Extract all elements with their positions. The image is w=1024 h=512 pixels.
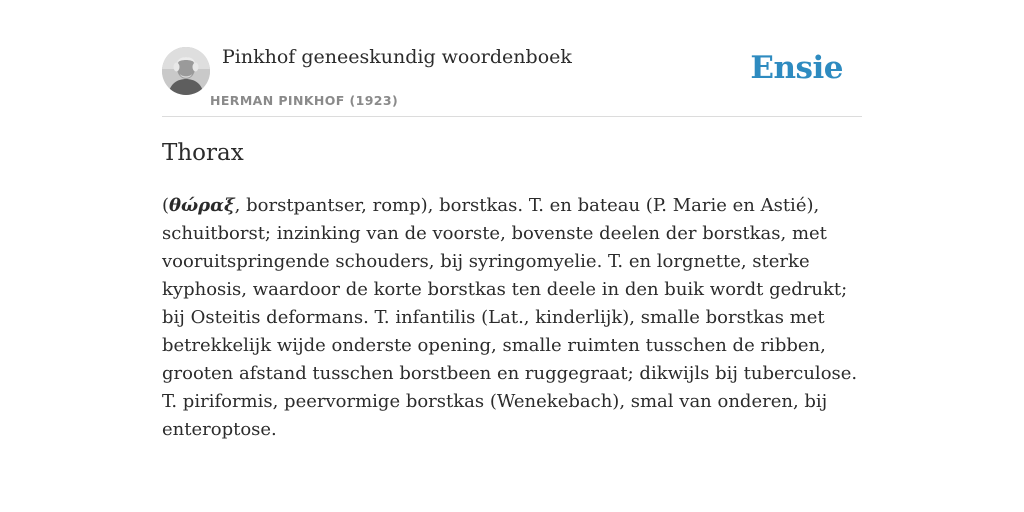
entry-title: Thorax xyxy=(162,140,244,166)
open-paren: ( xyxy=(162,195,170,216)
greek-term: θώραξ xyxy=(169,195,235,216)
source-header xyxy=(162,40,862,117)
definition-text: , borstpantser, romp), borstkas. T. en bateau (P. Marie en Astié), schuitborst; inzinking van de voorste, bovenste deelen der borstkas, met vooruitspringende schouders, bij syringomyelie. T. en lorgnette, sterke kyphosis, waardoor de korte borstkas ten deele in den buik wordt gedrukt; bij Osteitis deformans. T. infantilis (Lat., kinderlijk), smalle borstkas met betrekkelijk wijde onderste opening, smalle ruimten tusschen de ribben, grooten afstand tusschen borstbeen en ruggegraat; dikwijls bij tuberculose. T. piriformis, peervormige borstkas (Wenekebach), smal van onderen, bij enteroptose. xyxy=(162,195,858,440)
ensie-logo-link[interactable]: Ensie xyxy=(750,50,843,86)
source-author: HERMAN PINKHOF (1923) xyxy=(210,93,399,108)
source-title-link[interactable]: Pinkhof geneeskundig woordenboek xyxy=(222,46,572,68)
entry-definition xyxy=(162,192,862,444)
author-portrait-icon[interactable] xyxy=(162,47,210,95)
portrait-drawing xyxy=(162,47,210,95)
